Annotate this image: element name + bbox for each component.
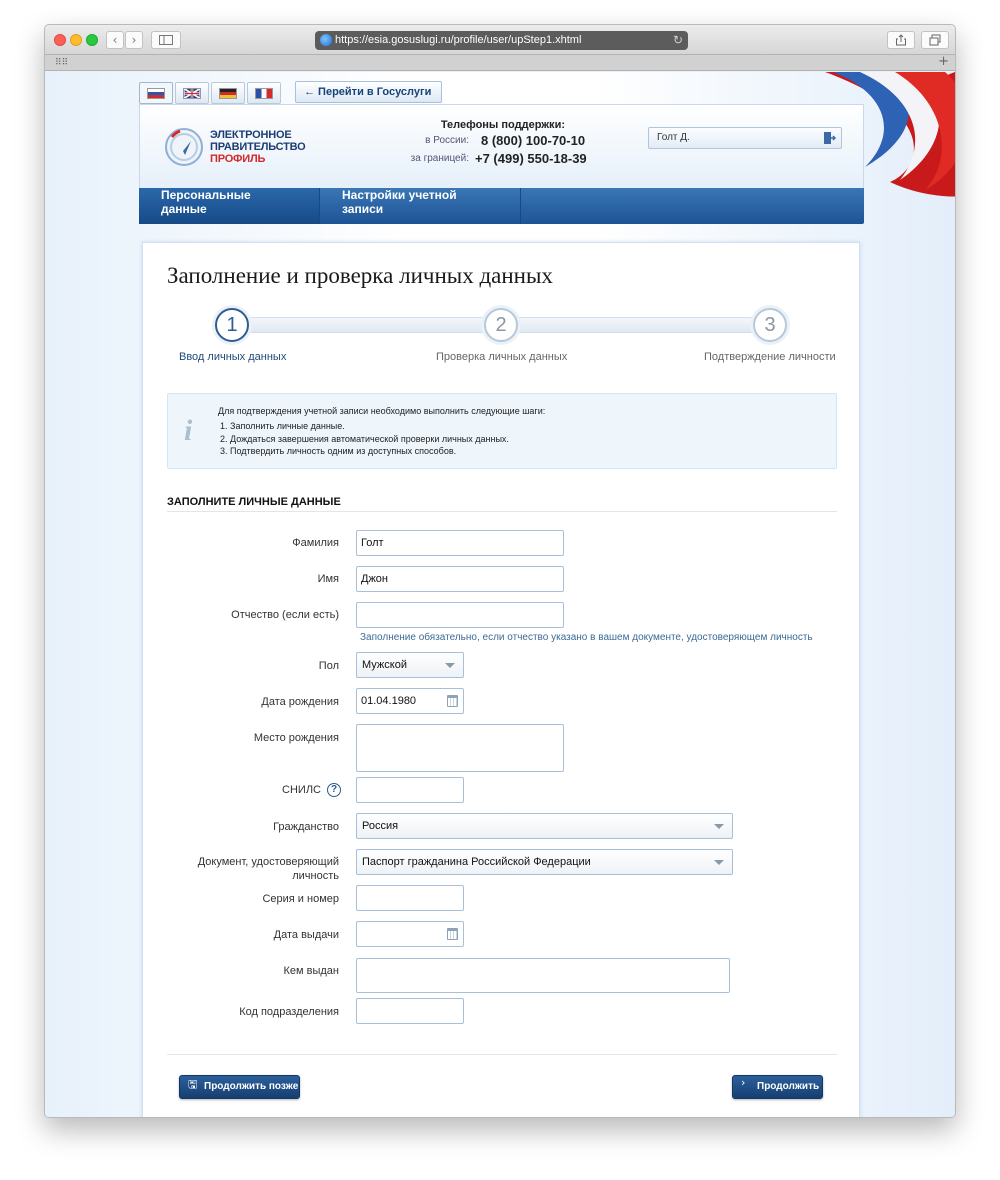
document-label-line-1: Документ, удостоверяющий [197,856,339,868]
birthplace-textarea[interactable] [356,724,564,772]
document-label-line-2: личность [292,870,339,882]
patronymic-input[interactable] [356,602,564,628]
division-code-input[interactable] [356,998,464,1024]
new-tab-icon[interactable]: + [938,54,949,69]
issued-by-input[interactable] [356,958,730,993]
flag-de-icon [219,88,237,99]
series-number-label: Серия и номер [262,893,339,905]
snils-label: СНИЛС [282,784,321,796]
support-abroad-phone: +7 (499) 550-18-39 [475,151,587,166]
chevron-right-icon: › [131,33,137,47]
issue-date-input[interactable] [356,921,464,947]
globe-icon [320,34,332,46]
firstname-input[interactable]: Джон [356,566,564,592]
info-icon: i [184,414,193,447]
section-divider [167,511,837,512]
tabs-overview-button[interactable] [921,31,949,49]
sidebar-toggle-button[interactable] [151,31,181,49]
chevron-down-icon [714,824,724,829]
step-2-indicator: 2 [484,308,518,342]
support-russia-label: в России: [425,135,469,146]
continue-later-button[interactable] [179,1075,300,1099]
lastname-input[interactable]: Голт [356,530,564,556]
continue-button[interactable] [732,1075,823,1099]
info-box [167,393,837,469]
support-phones [405,119,595,167]
tabs-icon [929,34,941,46]
gender-value: Мужской [362,659,407,671]
logo-line-3: ПРОФИЛЬ [210,153,266,165]
section-title: ЗАПОЛНИТЕ ЛИЧНЫЕ ДАННЫЕ [167,496,341,508]
patronymic-hint: Заполнение обязательно, если отчество указано в вашем документе, удостоверяющем личность [360,632,813,643]
issue-date-label: Дата выдачи [273,929,339,941]
flag-fr-icon [255,88,273,99]
flag-uk-icon [183,88,201,99]
user-menu[interactable] [648,127,842,149]
list-item: 3. Подтвердить личность одним из доступных способов. [220,446,457,456]
logo-line-1: ЭЛЕКТРОННОЕ [210,129,292,141]
step-1-indicator: 1 [215,308,249,342]
forward-button[interactable] [125,31,143,49]
step-2-label: Проверка личных данных [436,351,568,363]
division-code-label: Код подразделения [239,1006,339,1018]
share-icon [895,34,907,46]
logo-text [210,129,306,165]
step-3-indicator: 3 [753,308,787,342]
browser-window [44,24,956,1118]
browser-titlebar [45,25,955,55]
birthplace-label: Место рождения [253,732,339,744]
calendar-icon[interactable] [447,695,458,707]
tab-personal-data[interactable]: Персональные данные [139,188,319,224]
info-steps-list [220,420,509,458]
chevron-down-icon [445,663,455,668]
step-3-label: Подтверждение личности [704,351,836,363]
logo-line-2: ПРАВИТЕЛЬСТВО [210,141,306,153]
continue-later-label: Продолжить позже [204,1081,299,1092]
patronymic-label: Отчество (если есть) [231,609,339,621]
save-icon: 🖫 [188,1078,198,1091]
address-url: https://esia.gosuslugi.ru/profile/user/upStep1.xhtml [335,34,582,46]
citizenship-select[interactable] [356,813,733,839]
document-type-select[interactable] [356,849,733,875]
close-window-button[interactable] [54,34,66,46]
government-logo-icon [164,127,204,167]
issued-by-label: Кем выдан [283,965,339,977]
page-title: Заполнение и проверка личных данных [167,263,553,288]
sidebar-icon [159,35,173,45]
chevron-right-icon: › [741,1076,746,1089]
web-page [45,72,955,1118]
language-en[interactable] [175,82,209,104]
help-icon[interactable]: ? [327,783,341,797]
birthdate-input[interactable] [356,688,464,714]
list-item: 2. Дождаться завершения автоматической проверки личных данных. [220,433,509,444]
reload-icon[interactable]: ↻ [672,33,683,47]
language-ru[interactable] [139,82,173,104]
snils-input[interactable] [356,777,464,803]
calendar-icon[interactable] [447,928,458,940]
tab-account-settings[interactable]: Настройки учетной записи [342,188,457,216]
chevron-down-icon [714,860,724,865]
document-label [198,855,339,883]
chevron-left-icon: ‹ [112,33,118,47]
footer-divider [167,1054,837,1055]
gender-label: Пол [318,660,339,672]
document-type-value: Паспорт гражданина Российской Федерации [362,856,591,868]
birthdate-value: 01.04.1980 [361,695,417,707]
language-de[interactable] [211,82,245,104]
maximize-window-button[interactable] [86,34,98,46]
share-button[interactable] [887,31,915,49]
minimize-window-button[interactable] [70,34,82,46]
flag-ru-icon [147,88,165,99]
support-abroad-label: за границей: [410,153,469,164]
go-to-gosuslugi-link[interactable]: ← Перейти в Госуслуги [295,81,442,103]
step-1-label: Ввод личных данных [179,351,287,363]
user-name: Голт Д. [657,132,690,143]
citizenship-value: Россия [362,820,399,832]
address-bar[interactable] [315,31,688,50]
content-panel [142,242,860,1118]
lastname-label: Фамилия [292,537,339,549]
main-navigation [139,188,864,224]
support-title: Телефоны поддержки: [440,119,565,131]
support-russia-phone: 8 (800) 100-70-10 [481,133,586,148]
grid-icon[interactable]: ⠿⠿ [55,58,69,68]
logout-icon[interactable] [822,131,836,145]
birthdate-label: Дата рождения [261,696,339,708]
firstname-label: Имя [317,573,339,585]
gender-select[interactable] [356,652,464,678]
citizenship-label: Гражданство [273,821,339,833]
list-item: 1. Заполнить личные данные. [220,421,345,431]
tab-strip [45,55,955,71]
back-button[interactable] [106,31,124,49]
info-intro: Для подтверждения учетной записи необходимо выполнить следующие шаги: [218,406,546,416]
language-fr[interactable] [247,82,281,104]
series-number-input[interactable] [356,885,464,911]
continue-label: Продолжить [757,1081,820,1092]
